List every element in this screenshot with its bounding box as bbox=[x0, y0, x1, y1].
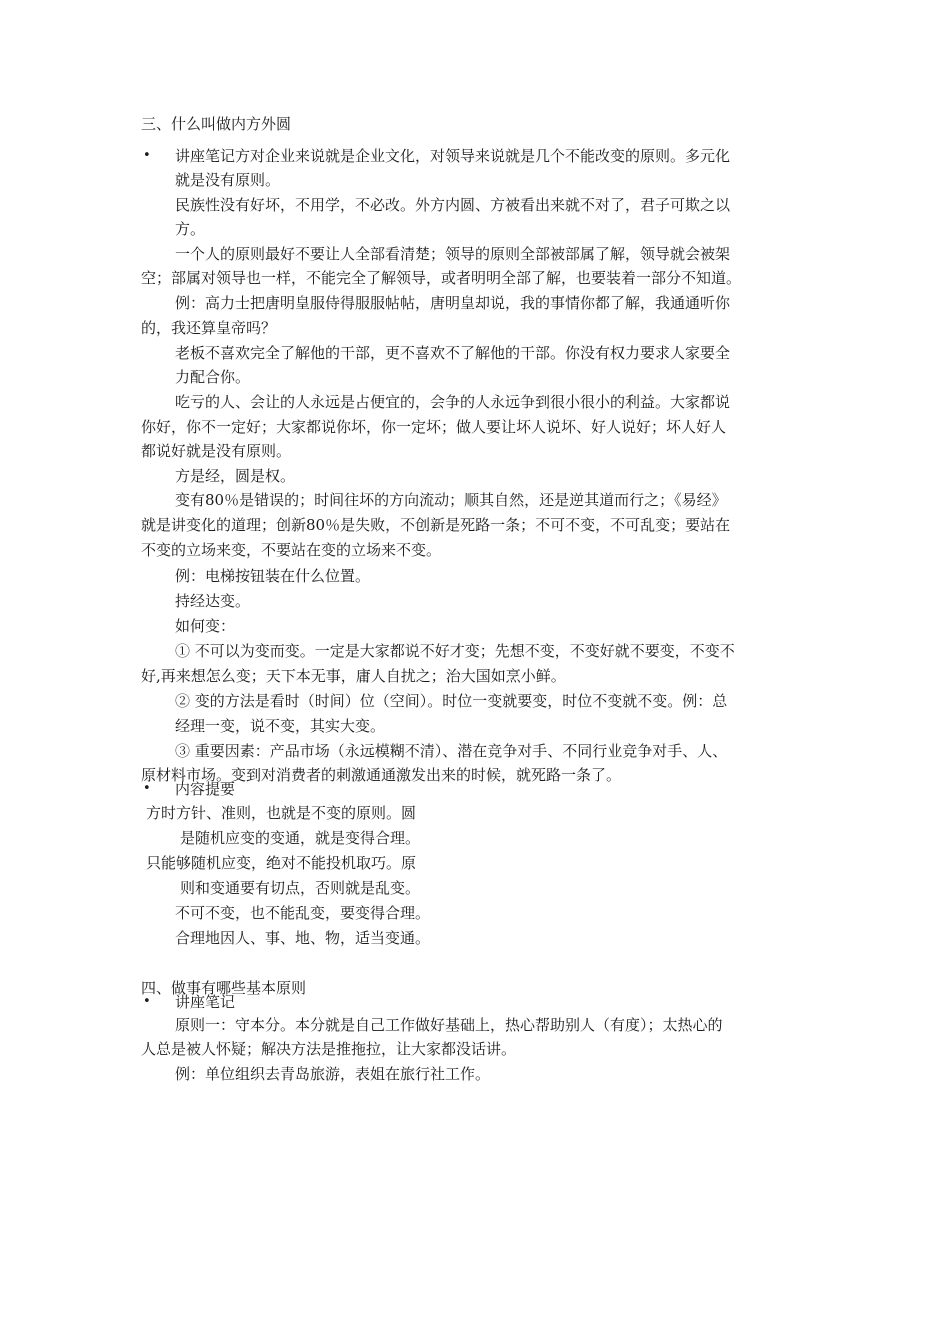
summary-line: 只能够随机应变，绝对不能投机取巧。原 bbox=[146, 854, 417, 872]
paragraph-line: 就是没有原则。 bbox=[175, 171, 281, 189]
paragraph-line: 就是讲变化的道理；创新80％是失败，不创新是死路一条；不可不变，不可乱变；要站在 bbox=[141, 516, 731, 534]
paragraph-line: 方是经，圆是权。 bbox=[175, 467, 296, 485]
paragraph-line: 你好，你不一定好；大家都说你坏，你一定坏；做人要让坏人说坏、好人说好；坏人好人 bbox=[141, 418, 727, 436]
summary-line: 合理地因人、事、地、物，适当变通。 bbox=[175, 929, 431, 947]
paragraph-line: 例：高力士把唐明皇服侍得服服帖帖，唐明皇却说，我的事情你都了解，我通通听你 bbox=[175, 294, 731, 312]
paragraph-line: 经理一变，说不变，其实大变。 bbox=[175, 717, 386, 735]
bullet-icon: • bbox=[143, 148, 151, 163]
bullet-icon: • bbox=[143, 994, 151, 1009]
paragraph-line: 原则一：守本分。本分就是自己工作做好基础上，热心帮助别人（有度）；太热心的 bbox=[175, 1016, 723, 1034]
paragraph-line: 人总是被人怀疑；解决方法是推拖拉，让大家都没话讲。 bbox=[141, 1040, 517, 1058]
paragraph-line: 方。 bbox=[175, 220, 206, 238]
paragraph-line: 空；部属对领导也一样，不能完全了解领导，或者明明全部了解，也要装着一部分不知道。 bbox=[141, 269, 742, 287]
summary-label: 内容提要 bbox=[175, 780, 236, 798]
section-heading: 四、做事有哪些基本原则 bbox=[141, 979, 307, 997]
summary-line: 是随机应变的变通，就是变得合理。 bbox=[180, 829, 421, 847]
paragraph-line: 吃亏的人、会让的人永远是占便宜的，会争的人永远争到很小很小的利益。大家都说 bbox=[175, 393, 731, 411]
paragraph-line: 例：单位组织去青岛旅游，表姐在旅行社工作。 bbox=[175, 1065, 491, 1083]
paragraph-line: 例：电梯按钮装在什么位置。 bbox=[175, 567, 371, 585]
paragraph-line: ② 变的方法是看时（时间）位（空间）。时位一变就要变，时位不变就不变。例：总 bbox=[175, 692, 728, 710]
paragraph-line: 好,再来想怎么变；天下本无事，庸人自扰之；治大国如烹小鲜。 bbox=[141, 667, 566, 685]
paragraph-line: 的，我还算皇帝吗？ bbox=[141, 319, 277, 337]
paragraph-line: 力配合你。 bbox=[175, 368, 251, 386]
summary-line: 方时方针、准则，也就是不变的原则。圆 bbox=[146, 804, 417, 822]
paragraph-line: 原材料市场。变到对消费者的刺激通通激发出来的时候，就死路一条了。 bbox=[141, 766, 622, 784]
paragraph-line: 变有80％是错误的；时间往坏的方向流动；顺其自然，还是逆其道而行之；《易经》 bbox=[175, 491, 727, 509]
paragraph-line: 讲座笔记方对企业来说就是企业文化，对领导来说就是几个不能改变的原则。多元化 bbox=[175, 147, 731, 165]
paragraph-line: 如何变： bbox=[175, 617, 236, 635]
paragraph-line: 不变的立场来变，不要站在变的立场来不变。 bbox=[141, 541, 442, 559]
paragraph-line: ① 不可以为变而变。一定是大家都说不好才变；先想不变，不变好就不要变，不变不 bbox=[175, 642, 735, 660]
paragraph-line: ③ 重要因素：产品市场（永远模糊不清）、潜在竞争对手、不同行业竞争对手、人、 bbox=[175, 742, 728, 760]
paragraph-line: 民族性没有好坏，不用学，不必改。外方内圆、方被看出来就不对了，君子可欺之以 bbox=[175, 196, 731, 214]
summary-line: 不可不变，也不能乱变，要变得合理。 bbox=[175, 904, 431, 922]
notes-label: 讲座笔记 bbox=[175, 993, 236, 1011]
section-heading: 三、什么叫做内方外圆 bbox=[141, 115, 292, 133]
summary-line: 则和变通要有切点，否则就是乱变。 bbox=[180, 879, 421, 897]
bullet-icon: • bbox=[143, 781, 151, 796]
paragraph-line: 一个人的原则最好不要让人全部看清楚；领导的原则全部被部属了解，领导就会被架 bbox=[175, 245, 731, 263]
paragraph-line: 老板不喜欢完全了解他的干部，更不喜欢不了解他的干部。你没有权力要求人家要全 bbox=[175, 344, 731, 362]
paragraph-line: 都说好就是没有原则。 bbox=[141, 442, 292, 460]
paragraph-line: 持经达变。 bbox=[175, 592, 251, 610]
